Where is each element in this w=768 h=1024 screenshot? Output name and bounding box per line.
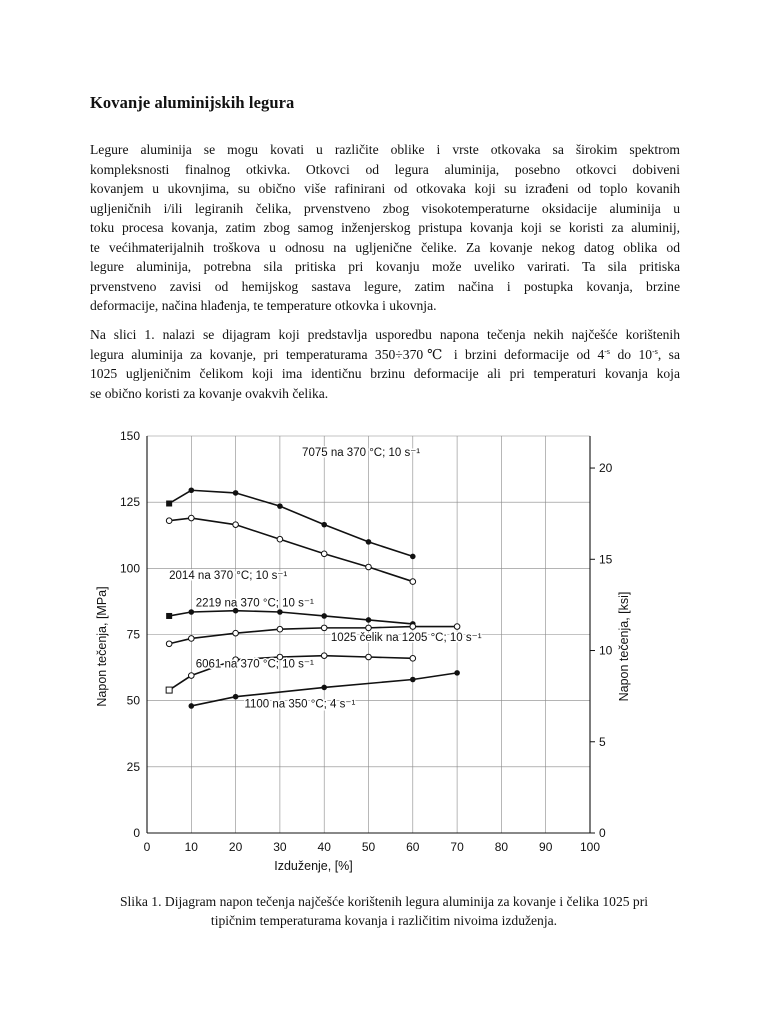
data-point	[166, 641, 172, 647]
data-point	[277, 609, 283, 615]
data-point	[321, 551, 327, 557]
data-point	[366, 625, 372, 631]
data-point	[233, 522, 239, 528]
data-point	[321, 653, 327, 659]
data-point	[189, 703, 195, 709]
y-tick-label: 125	[119, 495, 140, 510]
y-tick-label: 25	[126, 759, 140, 774]
y-tick-label: 150	[119, 429, 140, 443]
x-tick-label: 90	[539, 840, 553, 854]
y-right-tick-label: 5	[599, 734, 606, 749]
x-tick-label: 80	[494, 840, 509, 854]
text-line: toku procesa kovanja, zatim zbog samog inženjerskog pristupa kovanja koji se koristi za aluminij,	[90, 220, 680, 235]
data-point	[321, 685, 327, 691]
data-point	[233, 694, 239, 700]
y-tick-label: 75	[126, 627, 140, 642]
data-point	[410, 677, 416, 683]
x-tick-label: 100	[579, 840, 601, 854]
text-line-with-superscripts	[90, 345, 680, 365]
series-label: 1100 na 350 °C; 4 s⁻¹	[244, 698, 356, 711]
text-line: se obično koristi za kovanje ovakvih čelika.	[90, 385, 329, 401]
y-tick-label: 100	[119, 561, 140, 576]
caption-line: Slika 1. Dijagram napon tečenja najčešće korištenih legura aluminija za kovanje i čelika 1025 pri	[119, 894, 649, 909]
chart-svg	[90, 420, 650, 880]
data-point	[410, 624, 416, 630]
data-point	[366, 539, 372, 545]
x-tick-label: 20	[228, 840, 243, 854]
y-right-tick-label: 0	[599, 826, 606, 840]
text-line: kompleksnosti finalnog otkivka. Otkovci od legura aluminija, posebno otkovci dobiveni	[90, 161, 680, 177]
data-point	[321, 613, 327, 619]
data-point	[189, 515, 195, 521]
y-right-tick-label: 10	[599, 643, 613, 658]
series-label: 6061 na 370 °C; 10 s⁻¹	[195, 658, 314, 671]
text-line: te većihmaterijalnih troškova u odnosu na ugljenične čelike. Za kovanje nekog datog oblika od	[90, 239, 680, 255]
text-line: prvenstveno zavisi od hemijskog sastava legure, zatim načina i postupka kovanja, brzine	[90, 278, 680, 294]
x-tick-label: 70	[450, 840, 464, 854]
caption-line: tipičnim temperaturama kovanja i različitim nivoima izduženja.	[210, 913, 558, 928]
x-tick-label: 0	[143, 840, 151, 854]
y-right-tick-label: 20	[599, 461, 613, 476]
series-label: 7075 na 370 °C; 10 s⁻¹	[302, 446, 421, 459]
x-axis-label: Izduženje, [%]	[274, 859, 353, 873]
data-point	[321, 625, 327, 631]
data-point	[166, 687, 172, 693]
data-point	[166, 613, 172, 619]
superscript: -s	[604, 346, 611, 356]
y-tick-label: 0	[133, 826, 140, 840]
data-point	[410, 656, 416, 662]
series-label: 1025 čelik na 1205 °C; 10 s⁻¹	[330, 632, 482, 645]
data-point	[277, 503, 283, 509]
text-segment: do 10	[610, 346, 653, 362]
data-point	[189, 609, 195, 615]
figure-caption	[60, 892, 708, 930]
data-point	[233, 490, 239, 496]
text-line: 1025 ugljeničnim čelikom koji ima identičnu brzinu deformacije ali pri temperaturi kovanja koja	[90, 366, 680, 381]
data-point	[277, 536, 283, 542]
data-point	[366, 654, 372, 660]
flow-stress-chart	[90, 420, 650, 880]
text-line: deformacije, načina hlađenja, te temperature otkovka i ukovnja.	[90, 298, 437, 313]
x-tick-label: 50	[361, 840, 376, 854]
data-point	[233, 630, 239, 636]
data-point	[166, 518, 172, 524]
paragraph-intro	[90, 140, 680, 316]
x-tick-label: 40	[317, 840, 331, 854]
paragraph-figure-intro	[90, 325, 680, 403]
x-tick-label: 30	[273, 840, 287, 854]
data-point	[189, 487, 195, 493]
superscript: -s	[652, 346, 658, 356]
data-point	[366, 617, 372, 623]
data-point	[454, 624, 460, 630]
data-point	[166, 500, 172, 506]
data-point	[410, 554, 416, 560]
x-tick-label: 60	[406, 840, 420, 854]
y-axis-right-label: Napon tečenja, [ksi]	[617, 591, 631, 702]
series-line	[169, 611, 413, 624]
data-point	[410, 579, 416, 585]
text-line: kovanjem u ukovnjima, su obično više rafinirani od otkovaka koji su izrađeni od toplo kovanih	[90, 181, 680, 196]
y-right-tick-label: 15	[599, 552, 613, 567]
text-line: ugljeničnih i/ili legiranih čelika, prvenstveno zbog visokotemperaturne oksidacije aluminija u	[90, 200, 680, 216]
series-line	[169, 490, 413, 556]
series-label: 2219 na 370 °C; 10 s⁻¹	[195, 597, 314, 610]
text-line: Na slici 1. nalazi se dijagram koji predstavlja usporedbu napona tečenja nekih najčešće korištenih	[90, 327, 680, 342]
x-tick-label: 10	[184, 840, 198, 854]
data-point	[366, 564, 372, 570]
y-axis-label: Napon tečenja, [MPa]	[95, 586, 109, 707]
data-point	[277, 626, 283, 632]
text-line: Legure aluminija se mogu kovati u različite oblike i vrste otkovaka sa širokim spektrom	[90, 142, 680, 157]
text-segment: , sa	[657, 346, 680, 362]
series-label: 2014 na 370 °C; 10 s⁻¹	[169, 569, 288, 582]
text-segment: legura aluminija za kovanje, pri temperaturama 350÷370℃ i brzini deformacije od 4	[90, 346, 605, 362]
data-point	[189, 636, 195, 642]
data-point	[454, 670, 460, 676]
data-point	[189, 673, 195, 679]
y-tick-label: 50	[126, 693, 140, 708]
data-point	[321, 522, 327, 528]
document-title: Kovanje aluminijskih legura	[90, 93, 295, 112]
text-line: legure aluminija, potrebna sila pritiska pri kovanju može uveliko varirati. Ta sila pritiska	[90, 259, 680, 274]
